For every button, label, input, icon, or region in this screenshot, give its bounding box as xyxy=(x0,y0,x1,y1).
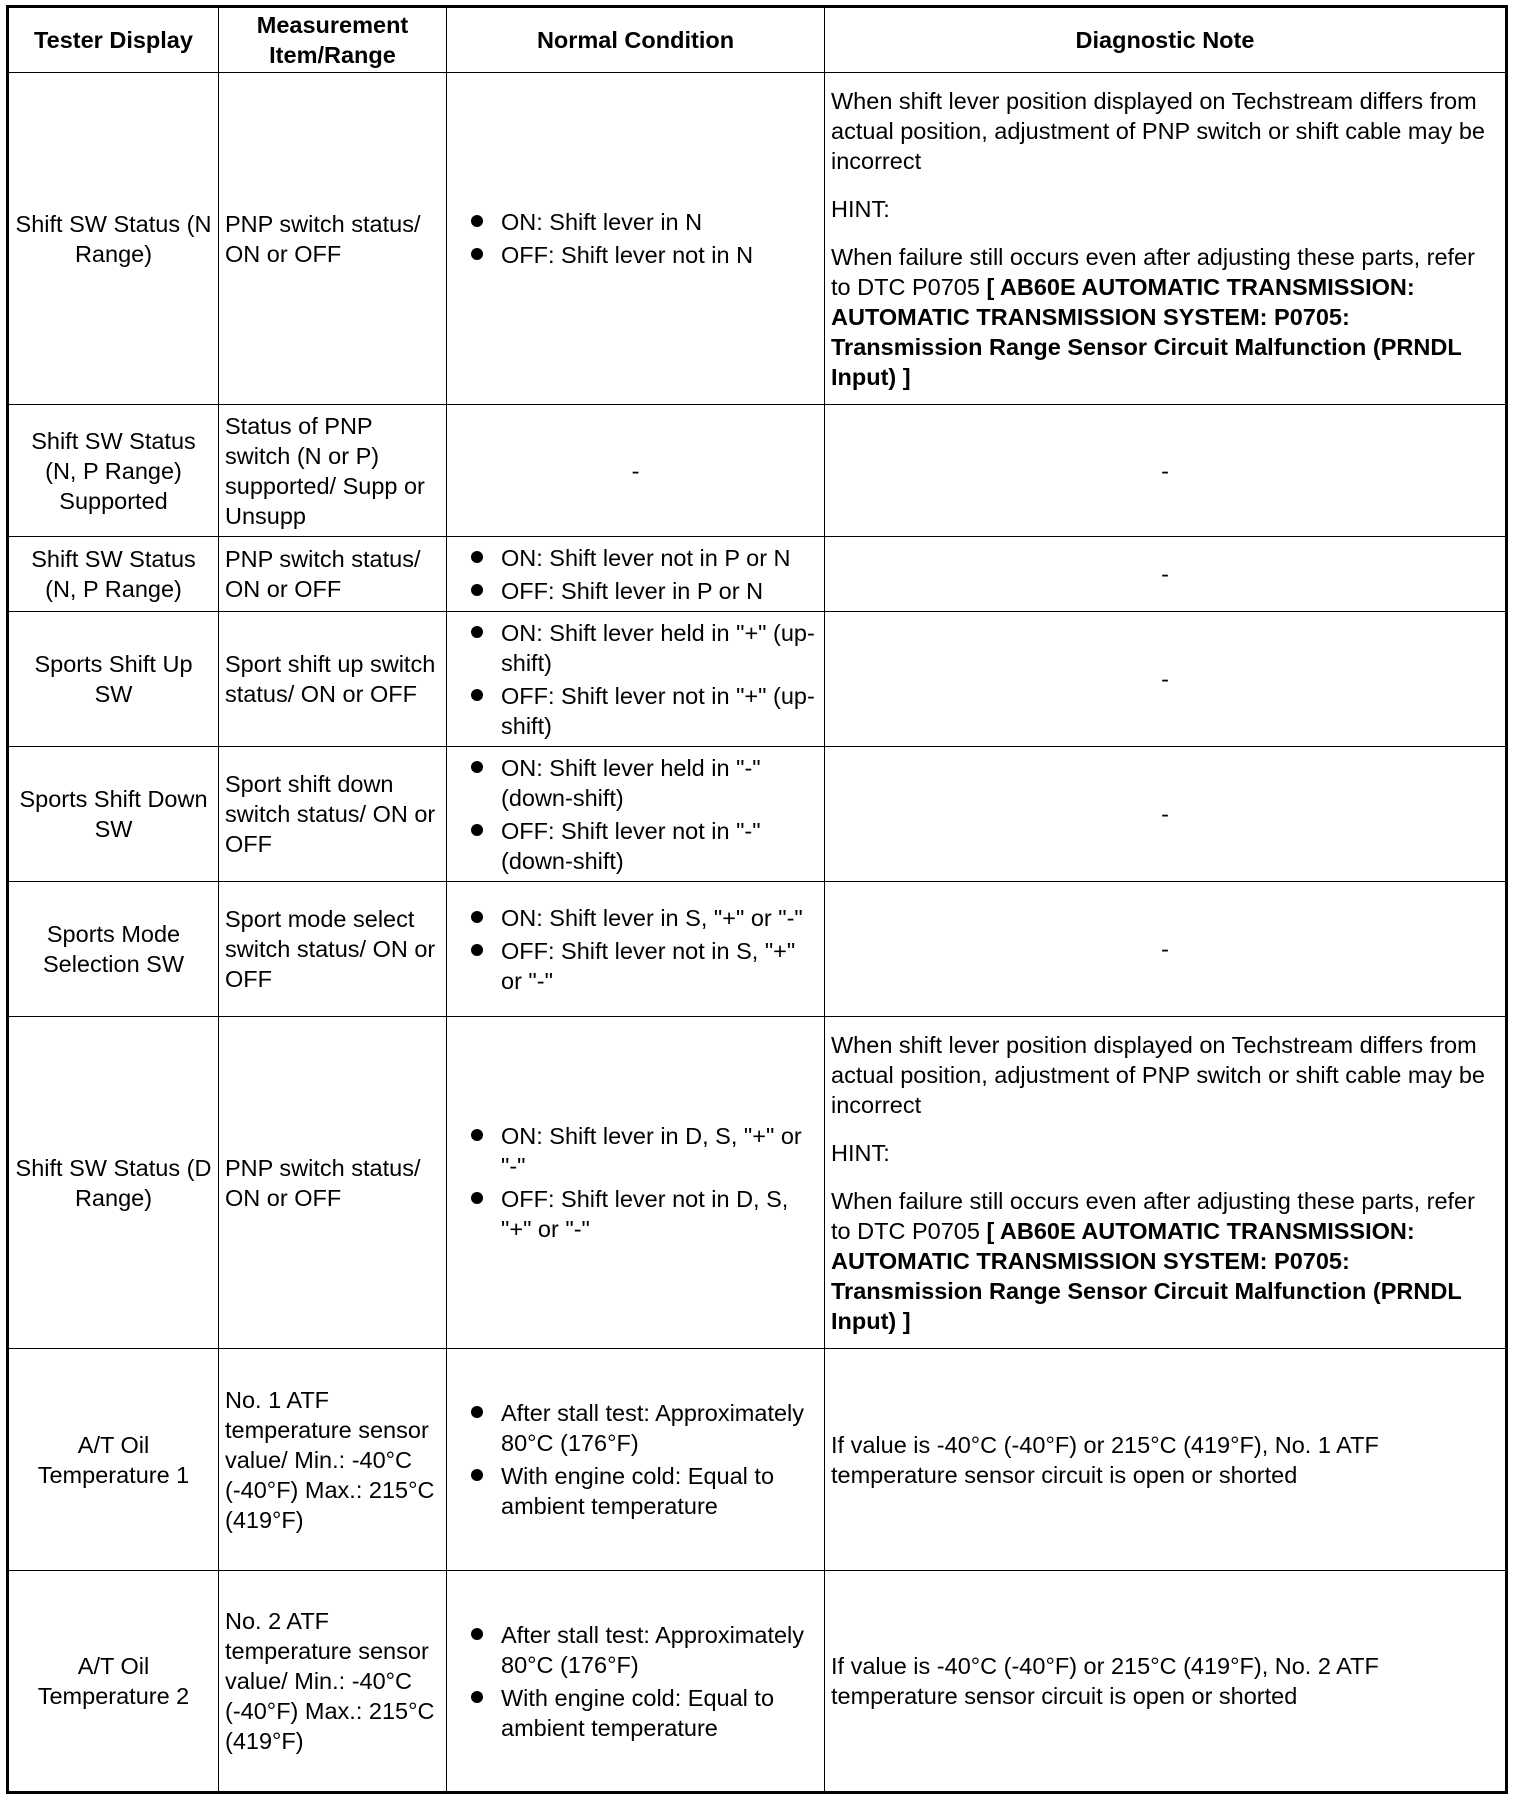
note-reference: When failure still occurs even after adjusting these parts, refer to DTC P0705 [ AB60E AUTOMATIC TRANSMISSION: AUTOMATIC TRANSMISSION SYSTEM: P0705: Transmission Range Sensor Circuit Malfunction (PRNDL Input) ] xyxy=(831,1187,1475,1334)
header-diagnostic-note: Diagnostic Note xyxy=(825,7,1507,73)
bullet-icon xyxy=(471,761,483,773)
normal-condition-cell: - xyxy=(447,405,825,537)
normal-condition-cell xyxy=(447,882,825,1017)
note-reference: When failure still occurs even after adjusting these parts, refer to DTC P0705 [ AB60E AUTOMATIC TRANSMISSION: AUTOMATIC TRANSMISSION SYSTEM: P0705: Transmission Range Sensor Circuit Malfunction (PRNDL Input) ] xyxy=(831,243,1475,390)
tester-display-cell: A/T Oil Temperature 1 xyxy=(8,1349,219,1571)
tester-display-cell: Shift SW Status (N, P Range) xyxy=(8,537,219,612)
bullet-icon xyxy=(471,1406,483,1418)
dtc-reference-link[interactable]: [ AB60E AUTOMATIC TRANSMISSION: AUTOMATIC TRANSMISSION SYSTEM: P0705: Transmission Range Sensor Circuit Malfunction (PRNDL Input) ] xyxy=(831,1217,1462,1334)
condition-item: OFF: Shift lever not in N xyxy=(469,240,818,270)
table-row xyxy=(8,1571,1507,1793)
bullet-icon xyxy=(471,689,483,701)
condition-item: OFF: Shift lever in P or N xyxy=(469,576,818,606)
condition-item: OFF: Shift lever not in "+" (up-shift) xyxy=(469,681,818,741)
bullet-icon xyxy=(471,215,483,227)
measurement-cell: PNP switch status/ ON or OFF xyxy=(219,1017,447,1349)
tester-display-cell: Sports Shift Up SW xyxy=(8,612,219,747)
condition-item: ON: Shift lever in S, "+" or "-" xyxy=(469,903,818,933)
table-row xyxy=(8,1017,1507,1349)
measurement-cell: Sport shift up switch status/ ON or OFF xyxy=(219,612,447,747)
normal-condition-cell xyxy=(447,1017,825,1349)
bullet-icon xyxy=(471,248,483,260)
bullet-icon xyxy=(471,1691,483,1703)
tester-display-cell: Sports Mode Selection SW xyxy=(8,882,219,1017)
normal-condition-cell xyxy=(447,1349,825,1571)
condition-item: ON: Shift lever held in "+" (up-shift) xyxy=(469,618,818,678)
diagnostic-data-table xyxy=(6,5,1508,1794)
diagnostic-note-cell: - xyxy=(825,612,1507,747)
diagnostic-note-cell: - xyxy=(825,537,1507,612)
bullet-icon xyxy=(471,1628,483,1640)
normal-condition-cell xyxy=(447,537,825,612)
condition-item: ON: Shift lever in N xyxy=(469,207,818,237)
table-row xyxy=(8,882,1507,1017)
condition-item: With engine cold: Equal to ambient temperature xyxy=(469,1683,818,1743)
tester-display-cell: Shift SW Status (N, P Range) Supported xyxy=(8,405,219,537)
bullet-icon xyxy=(471,1192,483,1204)
table-row xyxy=(8,612,1507,747)
diagnostic-note-cell: If value is -40°C (-40°F) or 215°C (419°F), No. 2 ATF temperature sensor circuit is open or shorted xyxy=(825,1571,1507,1793)
bullet-icon xyxy=(471,1129,483,1141)
bullet-icon xyxy=(471,911,483,923)
tester-display-cell: A/T Oil Temperature 2 xyxy=(8,1571,219,1793)
diagnostic-note-cell xyxy=(825,73,1507,405)
measurement-cell: Sport shift down switch status/ ON or OFF xyxy=(219,747,447,882)
diagnostic-note-cell: If value is -40°C (-40°F) or 215°C (419°F), No. 1 ATF temperature sensor circuit is open or shorted xyxy=(825,1349,1507,1571)
note-hint: HINT: xyxy=(831,1139,890,1166)
normal-condition-cell xyxy=(447,747,825,882)
condition-item: OFF: Shift lever not in S, "+" or "-" xyxy=(469,936,818,996)
header-tester-display: Tester Display xyxy=(8,7,219,73)
condition-item: OFF: Shift lever not in D, S, "+" or "-" xyxy=(469,1184,818,1244)
measurement-cell: No. 1 ATF temperature sensor value/ Min.: -40°C (-40°F) Max.: 215°C (419°F) xyxy=(219,1349,447,1571)
normal-condition-cell xyxy=(447,1571,825,1793)
dtc-reference-link[interactable]: [ AB60E AUTOMATIC TRANSMISSION: AUTOMATIC TRANSMISSION SYSTEM: P0705: Transmission Range Sensor Circuit Malfunction (PRNDL Input) ] xyxy=(831,273,1462,390)
header-normal-condition: Normal Condition xyxy=(447,7,825,73)
measurement-cell: PNP switch status/ ON or OFF xyxy=(219,537,447,612)
measurement-cell: No. 2 ATF temperature sensor value/ Min.: -40°C (-40°F) Max.: 215°C (419°F) xyxy=(219,1571,447,1793)
table-row xyxy=(8,1349,1507,1571)
normal-condition-cell xyxy=(447,73,825,405)
diagnostic-note-cell: - xyxy=(825,882,1507,1017)
diagnostic-note-cell: - xyxy=(825,747,1507,882)
diagnostic-note-cell xyxy=(825,1017,1507,1349)
measurement-cell: Sport mode select switch status/ ON or OFF xyxy=(219,882,447,1017)
table-header-row xyxy=(8,7,1507,73)
condition-item: With engine cold: Equal to ambient temperature xyxy=(469,1461,818,1521)
bullet-icon xyxy=(471,824,483,836)
diagnostic-note-cell: - xyxy=(825,405,1507,537)
header-measurement-item: Measurement Item/Range xyxy=(219,7,447,73)
note-hint: HINT: xyxy=(831,195,890,222)
condition-item: OFF: Shift lever not in "-" (down-shift) xyxy=(469,816,818,876)
table-row xyxy=(8,405,1507,537)
bullet-icon xyxy=(471,944,483,956)
table-row xyxy=(8,537,1507,612)
bullet-icon xyxy=(471,584,483,596)
note-intro: When shift lever position displayed on Techstream differs from actual position, adjustment of PNP switch or shift cable may be incorrect xyxy=(831,87,1485,174)
condition-item: ON: Shift lever held in "-" (down-shift) xyxy=(469,753,818,813)
bullet-icon xyxy=(471,626,483,638)
condition-item: ON: Shift lever in D, S, "+" or "-" xyxy=(469,1121,818,1181)
bullet-icon xyxy=(471,551,483,563)
condition-item: ON: Shift lever not in P or N xyxy=(469,543,818,573)
measurement-cell: PNP switch status/ ON or OFF xyxy=(219,73,447,405)
condition-item: After stall test: Approximately 80°C (176°F) xyxy=(469,1620,818,1680)
note-intro: When shift lever position displayed on Techstream differs from actual position, adjustment of PNP switch or shift cable may be incorrect xyxy=(831,1031,1485,1118)
condition-item: After stall test: Approximately 80°C (176°F) xyxy=(469,1398,818,1458)
bullet-icon xyxy=(471,1469,483,1481)
measurement-cell: Status of PNP switch (N or P) supported/ Supp or Unsupp xyxy=(219,405,447,537)
tester-display-cell: Sports Shift Down SW xyxy=(8,747,219,882)
tester-display-cell: Shift SW Status (D Range) xyxy=(8,1017,219,1349)
tester-display-cell: Shift SW Status (N Range) xyxy=(8,73,219,405)
normal-condition-cell xyxy=(447,612,825,747)
table-row xyxy=(8,73,1507,405)
table-row xyxy=(8,747,1507,882)
